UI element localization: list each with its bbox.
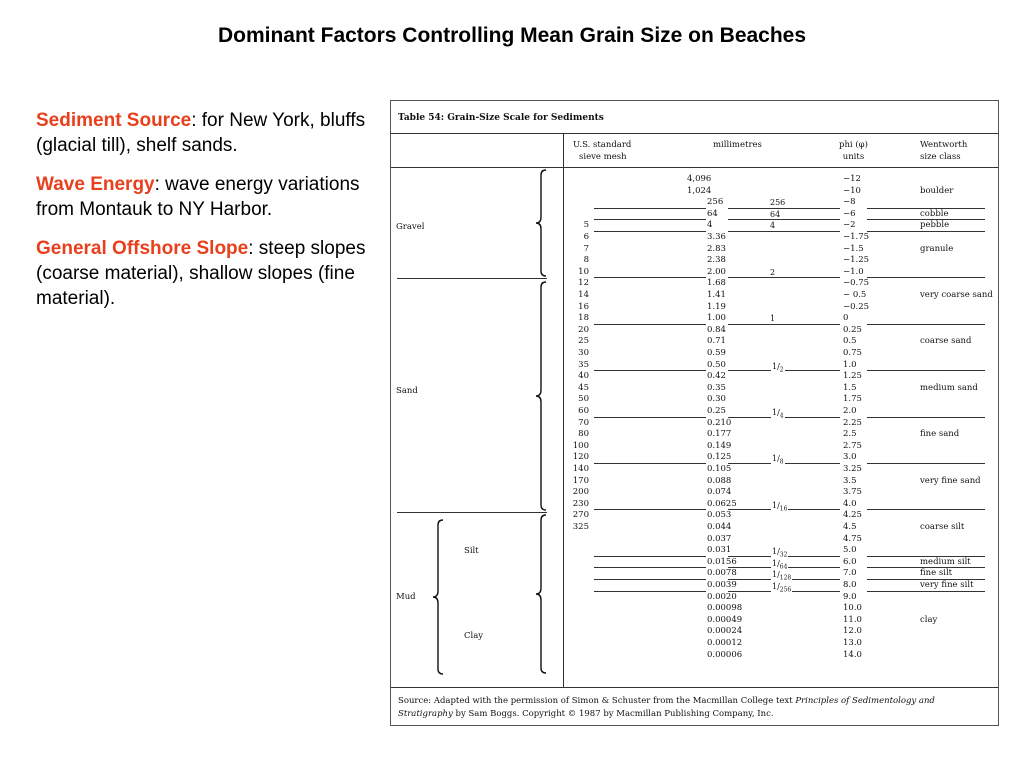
fraction-value: $1/_4$: [772, 408, 784, 420]
wentworth-class: fine sand: [920, 429, 960, 440]
header-mm: millimetres: [713, 140, 762, 150]
sand-mud-rule: [397, 512, 547, 513]
sieve-value: 12: [578, 278, 589, 289]
point-offshore-slope: [36, 236, 381, 311]
phi-value: 5.0: [843, 545, 857, 556]
phi-value: −8: [843, 197, 856, 208]
mm-underline: [728, 231, 840, 232]
phi-value: 2.0: [843, 406, 857, 416]
slide-title: Dominant Factors Controlling Mean Grain Size on Beaches: [217, 24, 807, 47]
mm-value: 1.68: [707, 278, 726, 289]
fraction-numerator: 1: [772, 408, 778, 417]
wentworth-class: very coarse sand: [920, 290, 993, 300]
sieve-value: 35: [578, 359, 589, 370]
table-caption: Table 54: Grain-Size Scale for Sediments: [398, 113, 604, 123]
phi-value: 8.0: [843, 580, 857, 590]
wentworth-class: very fine silt: [920, 580, 974, 590]
class-boundary: [867, 370, 985, 371]
wentworth-class: granule: [920, 243, 954, 254]
header-phi: [839, 139, 868, 163]
sieve-underline: [594, 463, 706, 464]
phi-value: − 0.5: [843, 290, 867, 300]
sieve-value: 325: [572, 522, 589, 532]
sieve-value: 100: [572, 440, 589, 451]
mm-value: 2.83: [707, 243, 726, 254]
phi-value: 0.75: [843, 348, 862, 358]
mm-value: 0.42: [707, 371, 726, 382]
phi-value: 3.75: [843, 487, 862, 498]
phi-value: 2.25: [843, 417, 862, 428]
phi-value: −1.75: [843, 232, 870, 242]
fraction-numerator: 1: [772, 582, 778, 591]
category-clay: Clay: [464, 631, 484, 641]
fraction-value: 2: [770, 267, 776, 277]
point-sediment-source: [36, 108, 381, 158]
mm-value: 0.30: [707, 394, 726, 405]
sieve-value: 50: [578, 394, 589, 405]
mm-value: 0.210: [707, 417, 732, 428]
class-boundary: [867, 463, 985, 464]
phi-value: 0.25: [843, 324, 862, 335]
gravel-sand-rule: [397, 278, 547, 279]
sieve-value: 8: [583, 255, 589, 266]
table-source: [398, 695, 988, 721]
wentworth-class: medium sand: [920, 382, 978, 393]
fraction-denominator: 256: [779, 586, 792, 594]
sieve-underline: [594, 219, 706, 220]
phi-value: 4.75: [843, 533, 862, 544]
phi-value: 3.25: [843, 464, 862, 474]
phi-value: 10.0: [843, 603, 862, 614]
mm-value: 64: [707, 208, 718, 219]
sieve-value: 7: [583, 243, 589, 254]
point-text: : for New York, bluffs (glacial till), shelf sands.: [36, 110, 366, 156]
mm-value: 0.177: [707, 429, 732, 440]
fraction-value: $1/_{128}$: [772, 570, 792, 582]
fraction-value: $1/_2$: [772, 361, 784, 374]
fraction-numerator: 1: [772, 454, 778, 464]
wentworth-class: cobble: [920, 208, 949, 219]
mm-value: 0.088: [707, 475, 732, 486]
sieve-underline: [594, 556, 706, 557]
class-boundary: [867, 277, 985, 278]
phi-value: 0: [843, 313, 849, 324]
fraction-numerator: 1: [772, 500, 778, 510]
sieve-value: 60: [578, 406, 589, 416]
point-heading: General Offshore Slope: [36, 238, 249, 259]
phi-value: 12.0: [843, 626, 862, 637]
sieve-value: 230: [572, 498, 589, 509]
phi-value: 1.0: [843, 359, 857, 370]
sieve-value: 14: [578, 290, 589, 300]
mm-value: 0.71: [707, 336, 726, 347]
fraction-value: 256: [770, 198, 786, 208]
column-divider: [563, 133, 564, 687]
header-wentworth: [920, 139, 967, 163]
category-gravel: Gravel: [396, 222, 425, 232]
sieve-underline: [594, 567, 706, 568]
header-rule: [391, 167, 998, 168]
sieve-value: 270: [572, 510, 589, 521]
phi-value: 6.0: [843, 556, 857, 567]
fraction-value: $1/_{32}$: [772, 547, 788, 559]
sieve-value: 80: [578, 429, 589, 440]
sieve-underline: [594, 277, 706, 278]
source-rule: [391, 687, 998, 688]
fraction-value: 64: [770, 209, 781, 219]
point-heading: Wave Energy: [36, 174, 155, 195]
source-prefix: Source: Adapted with the permission of Simon & Schuster from the Macmillan College text: [398, 696, 796, 706]
phi-value: −10: [843, 185, 861, 196]
mm-value: 3.36: [707, 232, 726, 242]
phi-value: −12: [843, 174, 861, 184]
phi-value: 2.75: [843, 440, 862, 451]
phi-value: 13.0: [843, 638, 862, 648]
wentworth-class: coarse silt: [920, 522, 965, 532]
sieve-value: 140: [572, 464, 589, 474]
fraction-numerator: 1: [772, 547, 778, 557]
sieve-value: 25: [578, 336, 589, 347]
mm-value: 0.031: [707, 545, 732, 556]
phi-value: −1.0: [843, 266, 864, 277]
mm-value: 0.074: [707, 487, 732, 498]
sand-brace: [534, 281, 548, 511]
sieve-value: 40: [578, 371, 589, 382]
phi-value: −0.25: [843, 301, 870, 312]
mm-value: 0.00006: [707, 649, 743, 660]
gravel-brace: [534, 169, 548, 277]
mm-value: 0.149: [707, 440, 732, 451]
mm-value: 0.00012: [707, 638, 743, 648]
fraction-value: $1/_{256}$: [772, 582, 792, 594]
fraction-numerator: 1: [772, 558, 778, 568]
fraction-denominator: 8: [779, 458, 784, 466]
mm-value: 0.00024: [707, 626, 743, 637]
source-book-title: Principles of Sedimentology and Stratigraphy: [398, 696, 935, 719]
fraction-value: $1/_{64}$: [772, 558, 788, 571]
mm-value: 0.84: [707, 324, 726, 335]
phi-value: 3.5: [843, 475, 857, 486]
sieve-underline: [594, 324, 706, 325]
fraction-value: $1/_{16}$: [772, 500, 788, 513]
source-suffix: by Sam Boggs. Copyright © 1987 by Macmillan Publishing Company, Inc.: [452, 709, 774, 719]
phi-value: 4.5: [843, 522, 857, 532]
mud-brace: [534, 514, 548, 674]
sieve-value: 5: [583, 220, 589, 231]
mm-value: 1,024: [687, 185, 712, 196]
wentworth-class: medium silt: [920, 556, 971, 567]
silt-clay-brace: [431, 519, 445, 675]
fraction-numerator: 1: [772, 361, 778, 371]
class-boundary: [867, 509, 985, 510]
mm-value: 4,096: [687, 174, 712, 184]
mm-value: 256: [707, 197, 724, 208]
mm-value: 0.053: [707, 510, 732, 521]
fraction-denominator: 32: [779, 551, 788, 559]
phi-value: −1.5: [843, 243, 864, 254]
point-text: : steep slopes (coarse material), shallow slopes (fine material).: [36, 238, 366, 309]
phi-value: 9.0: [843, 591, 857, 602]
mm-value: 2.00: [707, 266, 726, 277]
sieve-value: 70: [578, 417, 589, 428]
point-text: : wave energy variations from Montauk to NY Harbor.: [36, 174, 360, 220]
wentworth-class: pebble: [920, 220, 950, 231]
phi-value: 3.0: [843, 452, 857, 463]
sieve-value: 20: [578, 324, 589, 335]
fraction-denominator: 16: [779, 505, 788, 513]
sieve-value: 200: [572, 487, 589, 498]
mm-value: 0.0020: [707, 591, 737, 602]
sieve-value: 45: [578, 382, 589, 393]
header-sieve-line2: sieve mesh: [579, 152, 627, 162]
fraction-denominator: 2: [779, 366, 784, 374]
phi-value: −2: [843, 220, 856, 231]
sieve-underline: [594, 417, 706, 418]
mm-underline: [728, 324, 840, 325]
header-phi-line1: phi (φ): [839, 140, 868, 150]
header-sieve-line1: U.S. standard: [573, 140, 632, 150]
header-wentworth-line2: size class: [920, 152, 961, 162]
phi-value: 4.0: [843, 498, 857, 509]
fraction-denominator: 128: [779, 574, 792, 582]
class-boundary: [867, 417, 985, 418]
phi-value: 14.0: [843, 649, 862, 660]
mm-value: 0.00049: [707, 614, 743, 625]
mm-value: 0.35: [707, 382, 726, 393]
mm-underline: [728, 208, 840, 209]
sieve-value: 18: [578, 313, 589, 324]
key-points: [36, 108, 381, 325]
caption-rule: [391, 133, 998, 134]
class-boundary: [867, 324, 985, 325]
category-mud: Mud: [396, 592, 416, 602]
header-wentworth-line1: Wentworth: [920, 140, 968, 150]
sieve-underline: [594, 370, 706, 371]
sieve-underline: [594, 579, 706, 580]
fraction-denominator: 4: [779, 412, 784, 420]
mm-value: 0.25: [707, 406, 726, 416]
phi-value: 0.5: [843, 336, 857, 347]
mm-underline: [728, 277, 840, 278]
sieve-value: 30: [578, 348, 589, 358]
header-phi-line2: units: [842, 152, 865, 162]
point-heading: Sediment Source: [36, 110, 192, 131]
phi-value: 1.25: [843, 371, 862, 382]
category-silt: Silt: [464, 546, 479, 556]
fraction-denominator: 64: [779, 563, 788, 571]
grain-size-table: [390, 100, 999, 726]
phi-value: 1.5: [843, 382, 857, 393]
mm-value: 0.00098: [707, 603, 743, 614]
sieve-value: 10: [578, 266, 589, 277]
sieve-underline: [594, 231, 706, 232]
phi-value: 2.5: [843, 429, 857, 440]
phi-value: −1.25: [843, 255, 870, 266]
sieve-underline: [594, 591, 706, 592]
sieve-value: 120: [572, 452, 589, 463]
mm-value: 0.0078: [707, 568, 737, 579]
category-sand: Sand: [396, 386, 418, 396]
mm-value: 1.41: [707, 290, 726, 300]
phi-value: 1.75: [843, 394, 862, 405]
mm-value: 2.38: [707, 255, 726, 266]
mm-value: 0.59: [707, 348, 726, 358]
mm-value: 0.0156: [707, 556, 737, 567]
phi-value: −0.75: [843, 278, 870, 289]
phi-value: −6: [843, 208, 856, 219]
wentworth-class: very fine sand: [920, 475, 981, 486]
mm-value: 0.105: [707, 464, 732, 474]
mm-value: 1.19: [707, 301, 726, 312]
sieve-value: 170: [572, 475, 589, 486]
sieve-value: 16: [578, 301, 589, 312]
fraction-value: 1: [770, 314, 776, 324]
phi-value: 4.25: [843, 510, 862, 521]
wentworth-class: boulder: [920, 185, 954, 196]
sieve-underline: [594, 208, 706, 209]
wentworth-class: fine silt: [920, 568, 953, 579]
mm-value: 1.00: [707, 313, 726, 324]
mm-value: 4: [707, 220, 713, 231]
fraction-numerator: 1: [772, 570, 778, 580]
header-sieve: [573, 139, 631, 163]
sieve-underline: [594, 509, 706, 510]
mm-value: 0.037: [707, 533, 732, 544]
wentworth-class: clay: [920, 614, 938, 625]
wentworth-class: coarse sand: [920, 336, 972, 347]
mm-value: 0.0039: [707, 580, 737, 590]
fraction-value: $1/_8$: [772, 454, 784, 466]
point-wave-energy: [36, 172, 381, 222]
phi-value: 7.0: [843, 568, 857, 579]
mm-underline: [728, 219, 840, 220]
mm-value: 0.125: [707, 452, 732, 463]
fraction-value: 4: [770, 221, 776, 231]
mm-value: 0.50: [707, 359, 726, 370]
mm-value: 0.0625: [707, 498, 737, 509]
sieve-value: 6: [583, 232, 589, 242]
mm-value: 0.044: [707, 522, 732, 532]
phi-value: 11.0: [843, 614, 862, 625]
